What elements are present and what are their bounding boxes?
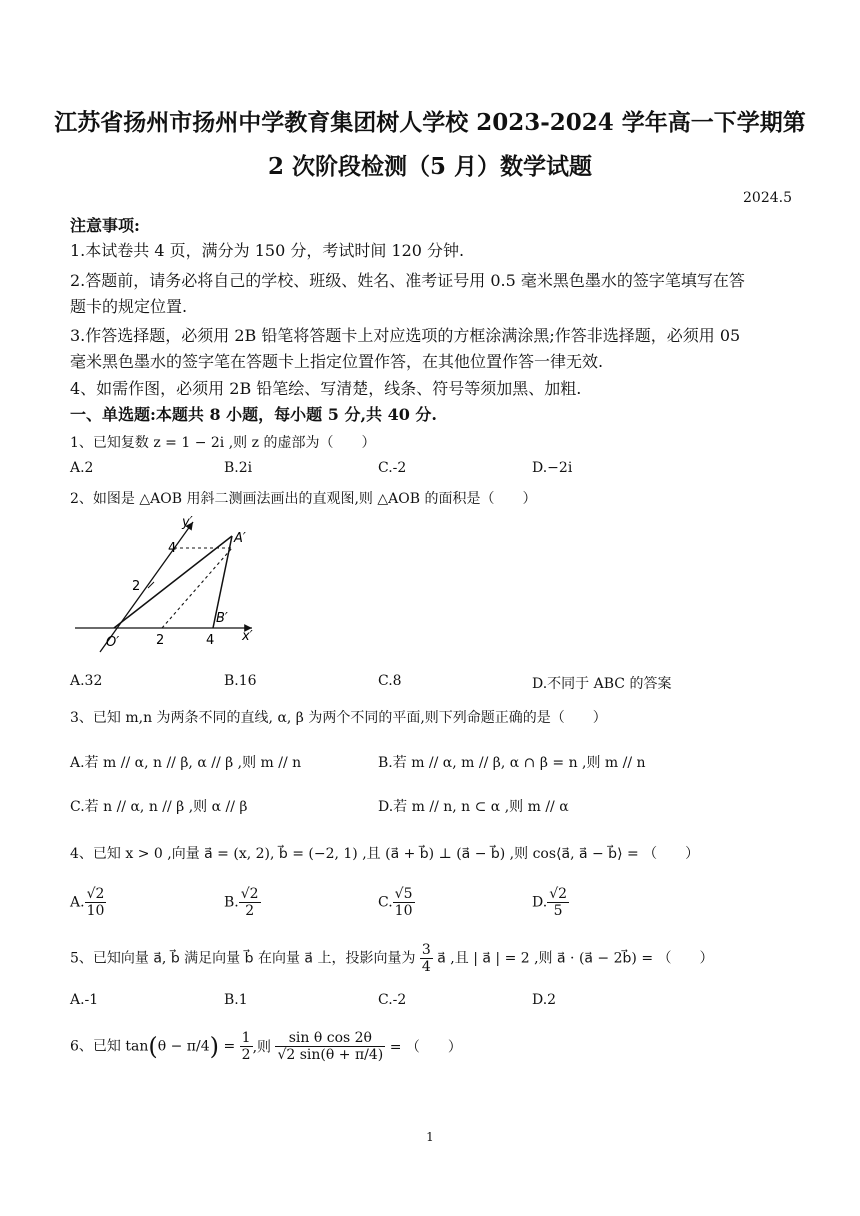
x-tick-4-label: 4 (206, 633, 215, 648)
note-line-1: 1.本试卷共 4 页，满分为 150 分，考试时间 120 分钟. (70, 241, 465, 260)
x-tick-2-label: 2 (156, 633, 165, 648)
q5-option-d: D.2 (532, 992, 557, 1008)
q5-stem-part-a: 5、已知向量 a⃗, b⃗ 满足向量 b⃗ 在向量 a⃗ 上，投影向量为 (70, 950, 416, 967)
q6-half-num: 1 (241, 1030, 251, 1046)
exam-date: 2024.5 (743, 190, 792, 206)
q3-option-c: C.若 n // α, n // β ,则 α // β (70, 799, 248, 815)
origin-label: O′ (106, 635, 120, 650)
note-line-2: 2.答题前，请务必将自己的学校、班级、姓名、准考证号用 0.5 毫米黑色墨水的签字笔填写在答 (70, 271, 745, 290)
y-axis-label: y′ (182, 515, 193, 530)
q6-tan-argument: θ − π/4 (157, 1038, 210, 1055)
exam-title-line2: 2 次阶段检测（5 月）数学试题 (267, 153, 593, 180)
q6-main-den: √2 sin(θ + π/4) (277, 1047, 384, 1063)
question-2-stem: 2、如图是 △AOB 用斜二测画法画出的直观图,则 △AOB 的面积是（ ） (70, 491, 537, 507)
q4-option-a-den: 10 (86, 903, 105, 919)
question-5-stem (70, 942, 714, 975)
q5-fraction (420, 942, 433, 975)
q6-stem-start: 6、已知 tan (70, 1038, 149, 1055)
q6-half-fraction (240, 1030, 253, 1063)
q4-option-c-fraction (393, 886, 415, 919)
q5-option-c: C.-2 (378, 992, 407, 1008)
q5-frac-den: 4 (421, 959, 431, 975)
q4-option-a-label: A. (70, 894, 85, 911)
q4-option-d-num: √2 (549, 886, 568, 902)
q1-option-b: B.2i (224, 460, 253, 476)
notes-heading: 注意事项: (70, 216, 140, 235)
q2-option-b: B.16 (224, 673, 257, 689)
q4-option-b (224, 886, 261, 919)
y-tick-4-label: 4 (168, 541, 177, 556)
q4-option-d-den: 5 (553, 903, 563, 919)
q4-option-a-num: √2 (86, 886, 105, 902)
q3-option-a: A.若 m // α, n // β, α // β ,则 m // n (70, 755, 302, 771)
q4-option-c (378, 886, 415, 919)
q6-main-num: sin θ cos 2θ (275, 1030, 385, 1047)
oblique-drawing-figure (70, 512, 270, 662)
q4-option-c-label: C. (378, 894, 393, 911)
q4-option-d-fraction (547, 886, 569, 919)
note-line-3: 题卡的规定位置. (70, 297, 188, 316)
q5-stem-part-b: a⃗ ,且 | a⃗ | = 2 ,则 a⃗ · (a⃗ − 2b⃗) = （ ） (437, 950, 714, 967)
q5-option-a: A.-1 (70, 992, 99, 1008)
exam-title-line1: 江苏省扬州市扬州中学教育集团树人学校 2023-2024 学年高一下学期第 (54, 109, 806, 136)
q3-option-b: B.若 m // α, m // β, α ∩ β = n ,则 m // n (378, 755, 646, 771)
q5-option-b: B.1 (224, 992, 248, 1008)
q6-equals: = (223, 1038, 236, 1055)
q4-option-a-fraction (85, 886, 107, 919)
question-1-stem: 1、已知复数 z = 1 − 2i ,则 z 的虚部为（ ） (70, 435, 376, 451)
q1-option-c: C.-2 (378, 460, 407, 476)
question-6-stem: 6、已知 tan(θ − π/4) = $\frac{1}{2}$ ,则 $\frac{\text{sin θ cos 2θ}}{√2 \sin(\theta + \pi/4)}$ = （ ） (70, 1030, 462, 1063)
q5-frac-num: 3 (421, 942, 431, 958)
q2-option-a: A.32 (70, 673, 103, 689)
q4-option-c-num: √5 (394, 886, 413, 902)
question-4-stem: 4、已知 x > 0 ,向量 a⃗ = (x, 2), b⃗ = (−2, 1) ,且 (a⃗ + b⃗) ⊥ (a⃗ − b⃗) ,则 cos⟨a⃗, a⃗ − b⃗⟩ = （ ） (70, 846, 700, 862)
q6-main-fraction (275, 1030, 385, 1063)
x-axis-label: x′ (242, 629, 253, 644)
question-3-stem: 3、已知 m,n 为两条不同的直线, α, β 为两个不同的平面,则下列命题正确的是（ ） (70, 710, 607, 726)
q4-option-b-den: 2 (245, 903, 255, 919)
q4-option-b-label: B. (224, 894, 239, 911)
q6-tail: = （ ） (389, 1039, 462, 1056)
q6-comma: ,则 (252, 1039, 272, 1056)
q2-option-d: D.不同于 ABC 的答案 (532, 676, 672, 692)
q2-option-c: C.8 (378, 673, 402, 689)
page-number: 1 (426, 1130, 434, 1144)
section-heading: 一、单选题:本题共 8 小题，每小题 5 分,共 40 分. (70, 405, 438, 424)
note-line-4: 3.作答选择题，必须用 2B 铅笔将答题卡上对应选项的方框涂满涂黑;作答非选择题，必须用 05 (70, 326, 741, 345)
q4-option-c-den: 10 (394, 903, 413, 919)
q4-option-a (70, 886, 106, 919)
point-b-label: B′ (216, 611, 228, 626)
note-line-5: 毫米黑色墨水的签字笔在答题卡上指定位置作答，在其他位置作答一律无效. (70, 352, 604, 371)
q4-option-b-num: √2 (240, 886, 259, 902)
note-line-6: 4、如需作图，必须用 2B 铅笔绘、写清楚，线条、符号等须加黑、加粗. (70, 379, 582, 398)
q4-option-d (532, 886, 569, 919)
point-a-label: A′ (234, 531, 246, 546)
y-axis-line (100, 522, 193, 652)
q4-option-d-label: D. (532, 894, 548, 911)
y-tick-2-label: 2 (132, 579, 141, 594)
q1-option-a: A.2 (70, 460, 94, 476)
q3-option-d: D.若 m // n, n ⊂ α ,则 m // α (378, 799, 569, 815)
q1-option-d: D.−2i (532, 460, 573, 476)
q6-half-den: 2 (241, 1047, 251, 1063)
q4-option-b-fraction (239, 886, 261, 919)
